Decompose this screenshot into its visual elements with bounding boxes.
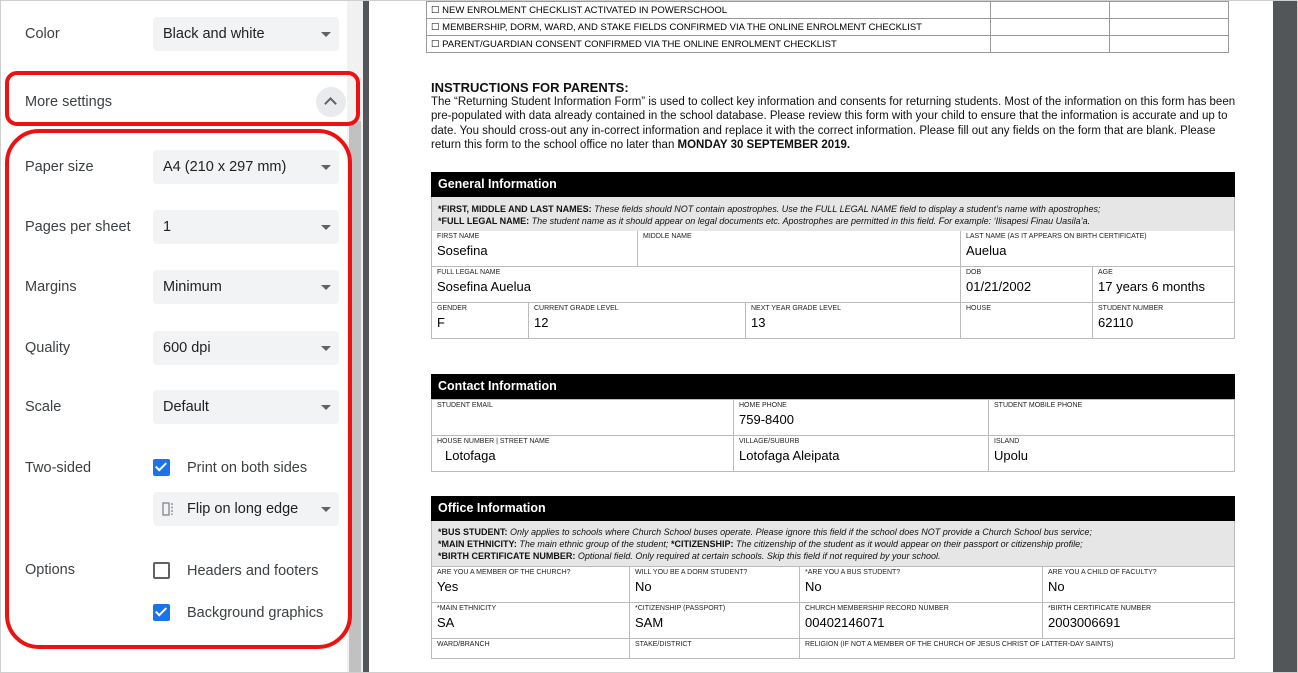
form-field: *BIRTH CERTIFICATE NUMBER 2003006691: [1043, 603, 1235, 639]
form-field: *MAIN ETHNICITY SA: [432, 603, 630, 639]
section-title: General Information: [431, 172, 1235, 197]
section-note: *FIRST, MIDDLE AND LAST NAMES: These fields should NOT contain apostrophes. Use the FULL LEGAL NAME field to display a student’s name with apostrophes; *FULL LEGAL NAME: The student name as it should appear on legal documents etc. Apostrophes are permitted in this field. For example: ‘Ilisapesi Finau Uasila’a.: [431, 197, 1235, 231]
flip-edge-value: Flip on long edge: [187, 501, 299, 517]
form-field: HOME PHONE 759-8400: [734, 400, 989, 436]
form-field: DOB 01/21/2002: [961, 267, 1093, 303]
form-row: [431, 267, 1235, 303]
form-field: CHURCH MEMBERSHIP RECORD NUMBER 00402146071: [800, 603, 1043, 639]
form-field: STUDENT EMAIL: [432, 400, 734, 436]
section-title: Office Information: [431, 496, 1235, 521]
form-row: [431, 603, 1235, 639]
form-field: FIRST NAME Sosefina: [432, 231, 638, 267]
form-field: RELIGION (IF NOT A MEMBER OF THE CHURCH OF JESUS CHRIST OF LATTER-DAY SAINTS): [800, 639, 1235, 659]
color-value: Black and white: [163, 26, 265, 42]
instructions-deadline: MONDAY 30 SEPTEMBER 2019.: [677, 138, 851, 151]
print-both-sides-label[interactable]: Print on both sides: [187, 460, 308, 476]
quality-value: 600 dpi: [163, 340, 211, 356]
more-settings-highlight: [5, 71, 360, 126]
checklist-item: ☐ PARENT/GUARDIAN CONSENT CONFIRMED VIA THE ONLINE ENROLMENT CHECKLIST: [427, 36, 991, 53]
settings-group-highlight: [5, 129, 352, 649]
instructions-title: INSTRUCTIONS FOR PARENTS:: [431, 80, 629, 95]
form-field: WILL YOU BE A DORM STUDENT? No: [630, 567, 800, 603]
form-field: FULL LEGAL NAME Sosefina Auelua: [432, 267, 961, 303]
form-field: ARE YOU A MEMBER OF THE CHURCH? Yes: [432, 567, 630, 603]
margins-label: Margins: [25, 279, 77, 295]
form-row: [431, 303, 1235, 339]
form-row: [431, 231, 1235, 267]
instructions: [431, 81, 1237, 152]
general-information-section: [431, 172, 1235, 339]
form-field: HOUSE NUMBER | STREET NAME Lotofaga: [432, 436, 734, 472]
dropdown-arrow-icon: [321, 32, 331, 37]
form-field: *CITIZENSHIP (PASSPORT) SAM: [630, 603, 800, 639]
form-row: [431, 399, 1235, 436]
contact-information-section: [431, 374, 1235, 472]
section-title: Contact Information: [431, 374, 1235, 399]
form-field: ARE YOU A CHILD OF FACULTY? No: [1043, 567, 1235, 603]
form-field: CURRENT GRADE LEVEL 12: [529, 303, 746, 339]
more-settings-label[interactable]: More settings: [25, 94, 113, 110]
form-field: NEXT YEAR GRADE LEVEL 13: [746, 303, 961, 339]
form-field: STUDENT NUMBER 62110: [1093, 303, 1235, 339]
paper-size-label: Paper size: [25, 159, 94, 175]
enrolment-checklist: [426, 1, 1229, 53]
form-field: STUDENT MOBILE PHONE: [989, 400, 1235, 436]
section-note: *BUS STUDENT: Only applies to schools where Church School buses operate. Please ignore this field if the school does NOT provide a Church School bus service; *MAIN ETHNICITY: The main ethnic group of the student; *CITIZENSHIP: The citizenship of the student as it would appear on their passport or citizenship profile; *BIRTH CERTIFICATE NUMBER: Optional field. Only required at certain schools. Skip this field if not required by your school.: [431, 521, 1235, 566]
form-field: MIDDLE NAME: [638, 231, 961, 267]
background-graphics-label[interactable]: Background graphics: [187, 605, 324, 621]
form-row: [431, 566, 1235, 603]
color-select[interactable]: [153, 17, 339, 51]
form-field: *ARE YOU A BUS STUDENT? No: [800, 567, 1043, 603]
form-field: VILLAGE/SUBURB Lotofaga Aleipata: [734, 436, 989, 472]
checklist-item: ☐ MEMBERSHIP, DORM, WARD, AND STAKE FIELDS CONFIRMED VIA THE ONLINE ENROLMENT CHECKLIST: [427, 19, 991, 36]
pages-per-sheet-label: Pages per sheet: [25, 219, 131, 235]
scale-label: Scale: [25, 399, 62, 415]
scale-value: Default: [163, 399, 209, 415]
form-field: GENDER F: [432, 303, 529, 339]
form-field: LAST NAME (AS IT APPEARS ON BIRTH CERTIFICATE) Auelua: [961, 231, 1235, 267]
form-field: HOUSE: [961, 303, 1093, 339]
headers-footers-label[interactable]: Headers and footers: [187, 563, 319, 579]
color-label: Color: [25, 26, 60, 42]
quality-label: Quality: [25, 340, 71, 356]
form-field: WARD/BRANCH: [432, 639, 630, 659]
instructions-text: The “Returning Student Information Form” is used to collect key information and consents for returning students. Most of the information on this form has been pre-populated with data already contained in the school database. Please review this form with your child to ensure that the information is accurate and up to date. You should cross-out any in-correct information and replace it with the correct information. Please fill out any fields on the form that are blank. Please return this form to the school office no later than: [431, 96, 1236, 151]
two-sided-label: Two-sided: [25, 460, 92, 476]
office-information-section: [431, 496, 1235, 659]
paper-size-value: A4 (210 x 297 mm): [163, 159, 287, 175]
form-field: STAKE/DISTRICT: [630, 639, 800, 659]
pages-per-sheet-value: 1: [163, 219, 172, 235]
form-row: [431, 639, 1235, 659]
form-field: ISLAND Upolu: [989, 436, 1235, 472]
options-label: Options: [25, 562, 75, 578]
form-row: [431, 436, 1235, 472]
checklist-item: ☐ NEW ENROLMENT CHECKLIST ACTIVATED IN POWERSCHOOL: [427, 2, 991, 19]
form-field: AGE 17 years 6 months: [1093, 267, 1235, 303]
margins-value: Minimum: [163, 279, 222, 295]
